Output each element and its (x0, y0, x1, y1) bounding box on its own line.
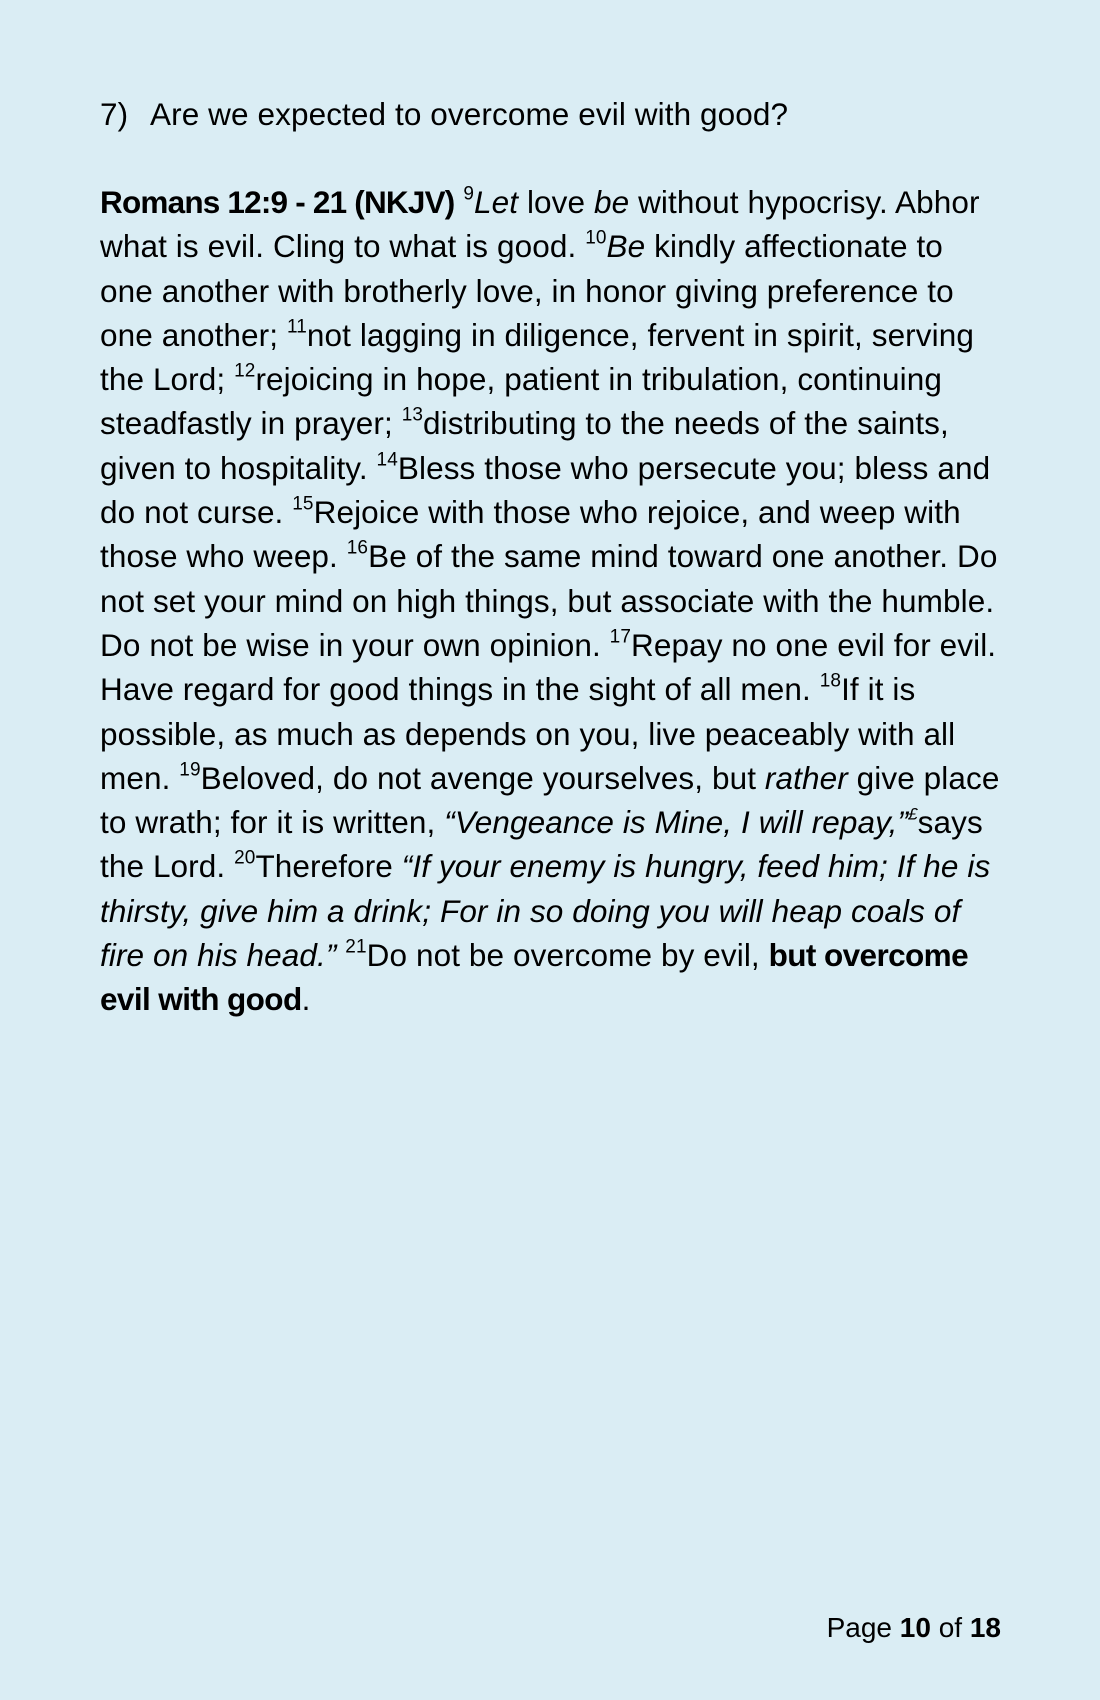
footnote-marker: £ (908, 804, 918, 824)
verse-text: give place to wrath; for it is written, (100, 759, 1000, 841)
verse-text: love (518, 184, 594, 220)
verse-number: 19 (179, 759, 201, 781)
page-footer (827, 1610, 1001, 1646)
current-page-number: 10 (899, 1612, 931, 1643)
verse-number: 21 (345, 936, 367, 958)
verse-text-italic: Let (474, 184, 519, 220)
question (100, 92, 1000, 136)
page-label: Page (826, 1612, 892, 1643)
total-page-count: 18 (969, 1612, 1001, 1643)
verse-number: 12 (234, 360, 256, 382)
question-number: 7) (100, 96, 129, 132)
question-text: Are we expected to overcome evil with good? (150, 96, 789, 132)
verse-text: If it is possible, as much as depends on you, live peaceably with all men. (100, 671, 956, 796)
scripture-reference: Romans 12:9 - 21 (NKJV) (100, 184, 455, 220)
verse-number: 20 (234, 848, 256, 870)
verse-text-italic: “Vengeance is Mine, I will repay,” (444, 804, 909, 841)
verse-number: 14 (376, 449, 398, 471)
verse-text (336, 937, 345, 973)
page-content (100, 92, 1000, 1022)
verse-number: 9 (463, 183, 474, 205)
verse-number: 18 (819, 670, 842, 692)
verse-number: 13 (401, 405, 424, 427)
verse-number: 16 (346, 538, 369, 560)
verse-text-italic: be (593, 184, 630, 220)
verse-text: kindly affectionate to one another with brotherly love, in honor giving preference to one another; (100, 228, 954, 353)
verse-text: Bless those who persecute you; bless and do not curse. (100, 449, 991, 531)
verse-text-italic: “If your enemy is hungry, feed him; If he is thirsty, give him a drink; For in so doing you will heap coals of fire on his head.” (100, 848, 991, 974)
verse-text: Therefore (255, 848, 402, 885)
verse-text: Rejoice with those who rejoice, and weep with those who weep. (100, 494, 961, 575)
verse-text: says the Lord. (100, 804, 983, 885)
verse-text-italic: rather (764, 759, 848, 796)
verse-number: 15 (292, 493, 314, 515)
verse-text: not lagging in diligence, fervent in spirit, serving the Lord; (100, 316, 974, 398)
verse-text: distributing to the needs of the saints, given to hospitality. (100, 405, 949, 486)
verse-text: . (301, 981, 311, 1018)
verse-text-italic: Be (606, 228, 646, 265)
page-of-label: of (938, 1612, 963, 1643)
verse-text: Do not be overcome by evil, (366, 937, 769, 974)
scripture-passage (100, 180, 1000, 1022)
verse-text-bold: but overcome evil with good (100, 937, 968, 1018)
verse-text: Be of the same mind toward one another. Do not set your mind on high things, but associate with the humble. Do not be wise in your own opinion. (100, 538, 998, 663)
verse-number: 17 (609, 626, 631, 648)
verse-number: 10 (585, 228, 607, 249)
verse-text: Beloved, do not avenge yourselves, but (200, 759, 765, 796)
verse-text: without hypocrisy. Abhor what is evil. Cling to what is good. (100, 184, 980, 265)
verse-text: Repay no one evil for evil. Have regard for good things in the sight of all men. (100, 626, 997, 708)
verse-number: 11 (286, 316, 307, 338)
verse-text: rejoicing in hope, patient in tribulation, continuing steadfastly in prayer; (100, 361, 942, 442)
